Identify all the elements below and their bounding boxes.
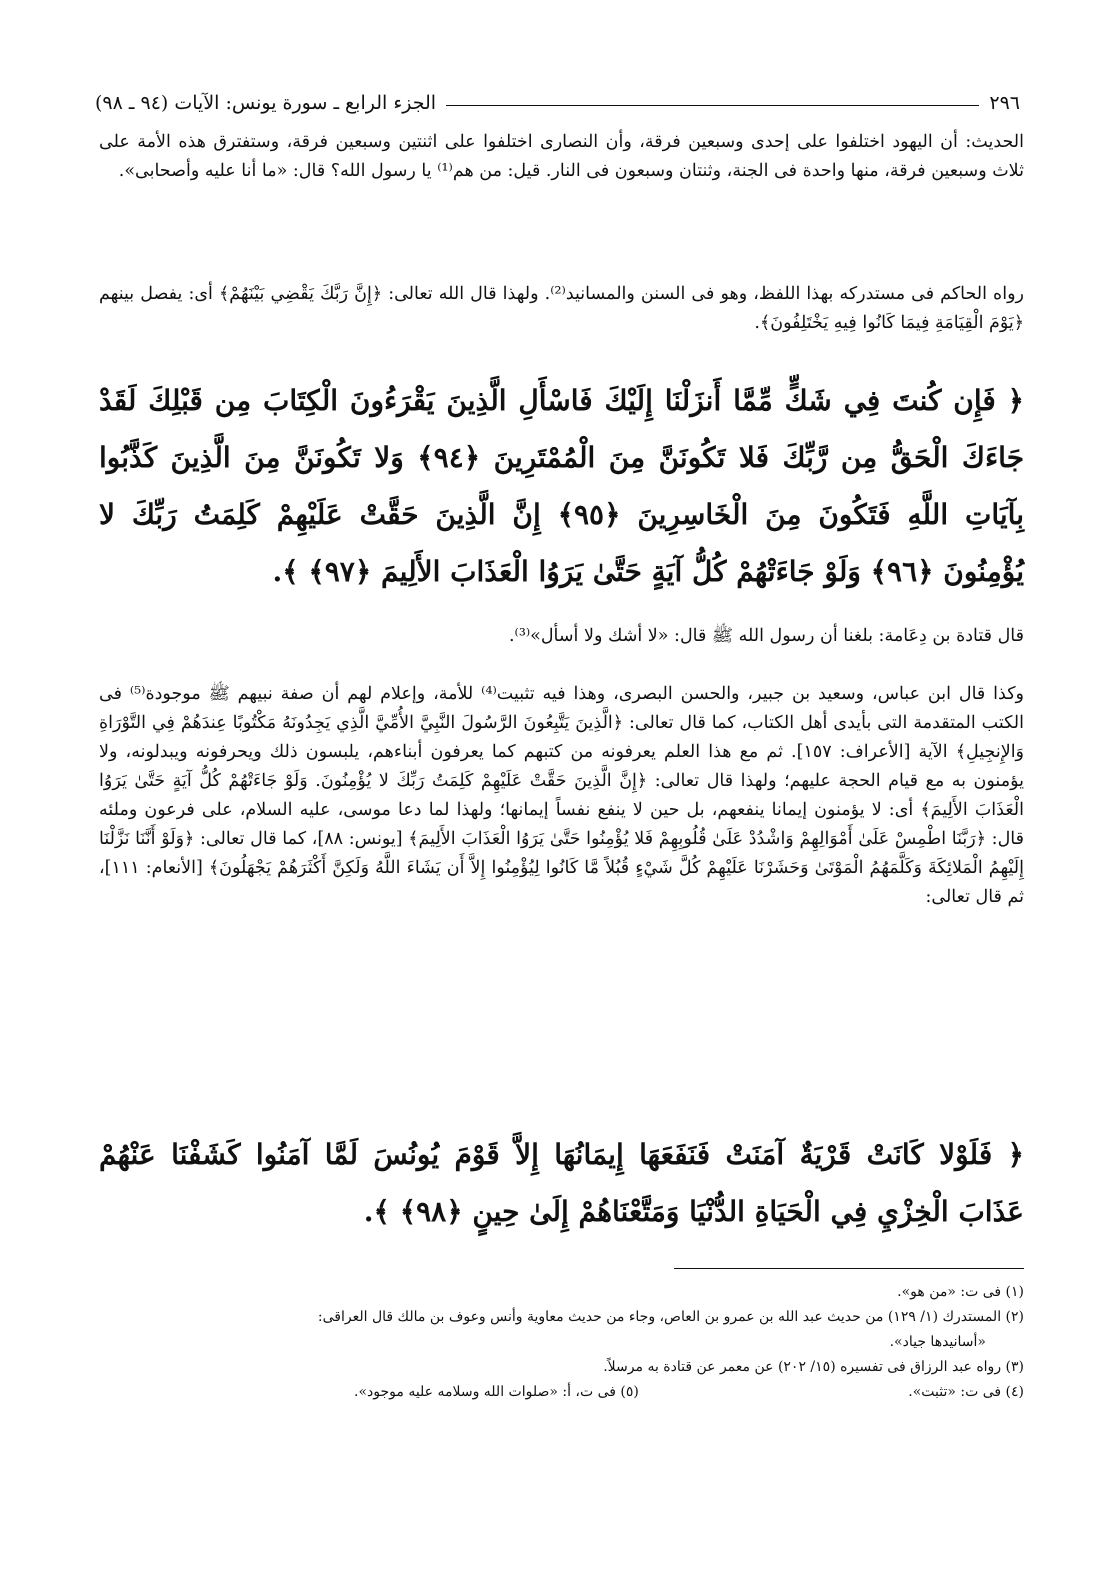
- footnote-rule: [674, 1268, 1024, 1269]
- quran-verses-94-97: ﴿ فَإِن كُنتَ فِي شَكٍّ مِّمَّا أَنزَلْنَا إِلَيْكَ فَاسْأَلِ الَّذِينَ يَقْرَءُونَ الْكِتَابَ مِن قَبْلِكَ لَقَدْ جَاءَكَ الْحَقُّ مِن رَّبِّكَ فَلا تَكُونَنَّ مِنَ الْمُمْتَرِينَ ﴿٩٤﴾ وَلا تَكُونَنَّ مِنَ الَّذِينَ كَذَّبُوا بِآيَاتِ اللَّهِ فَتَكُونَ مِنَ الْخَاسِرِينَ ﴿٩٥﴾ إِنَّ الَّذِينَ حَقَّتْ عَلَيْهِمْ كَلِمَتُ رَبِّكَ لا يُؤْمِنُونَ ﴿٩٦﴾ وَلَوْ جَاءَتْهُمْ كُلُّ آيَةٍ حَتَّىٰ يَرَوُا الْعَذَابَ الأَلِيمَ ﴿٩٧﴾ ﴾.: [99, 384, 1024, 588]
- paragraph-hadith: الحديث: أن اليهود اختلفوا على إحدى وسبعين فرقة، وأن النصارى اختلفوا على اثنتين وسبعين فرقة، وستفترق هذه الأمة على ثلاث وسبعين فرقة، منها واحدة فى الجنة، وثنتان وسبعون فى النار. قيل: من هم⁽¹⁾ يا رسول الله؟ قال: «ما أنا عليه وأصحابى».: [99, 132, 1024, 181]
- footnote-1: (١) فى ت: «من هو».: [897, 1284, 1024, 1300]
- page-number: ٢٩٦: [989, 92, 1020, 114]
- footnote-3: (٣) رواه عبد الرزاق فى تفسيره (١٥/ ٢٠٢) عن معمر عن قتادة به مرسلاً.: [603, 1359, 1024, 1375]
- running-title: الجزء الرابع ـ سورة يونس: الآيات (٩٤ ـ ٩٨): [95, 92, 437, 114]
- footnote-4: (٤) فى ت: «تثبت».: [908, 1384, 1024, 1400]
- header-rule: [446, 105, 979, 106]
- paragraph-qatada: قال قتادة بن دِعَامة: بلغنا أن رسول الله ﷺ قال: «لا أشك ولا أسأل»⁽³⁾.: [508, 626, 1024, 646]
- footnote-2-continued: «أسانيدها جياد».: [889, 1334, 986, 1350]
- quran-verse-98: ﴿ فَلَوْلا كَانَتْ قَرْيَةٌ آمَنَتْ فَنَفَعَهَا إِيمَانُهَا إِلاَّ قَوْمَ يُونُسَ لَمَّا آمَنُوا كَشَفْنَا عَنْهُمْ عَذَابَ الْخِزْيِ فِي الْحَيَاةِ الدُّنْيَا وَمَتَّعْنَاهُمْ إِلَىٰ حِينٍ ﴿٩٨﴾ ﴾.: [99, 1138, 1024, 1228]
- paragraph-hakim: رواه الحاكم فى مستدركه بهذا اللفظ، وهو فى السنن والمسانيد⁽²⁾. ولهذا قال الله تعالى: ﴿إِنَّ رَبَّكَ يَقْضِي بَيْنَهُمْ﴾ أى: يفصل بينهم ﴿يَوْمَ الْقِيَامَةِ فِيمَا كَانُوا فِيهِ يَخْتَلِفُونَ﴾.: [99, 284, 1024, 333]
- footnote-row-4-5: [99, 1380, 1024, 1405]
- page-header: [95, 88, 1020, 118]
- paragraph-ibn-abbas: وكذا قال ابن عباس، وسعيد بن جبير، والحسن البصرى، وهذا فيه تثبيت⁽⁴⁾ للأمة، وإعلام لهم أن صفة نبيهم ﷺ موجودة⁽⁵⁾ فى الكتب المتقدمة التى بأيدى أهل الكتاب، كما قال تعالى: ﴿الَّذِينَ يَتَّبِعُونَ الرَّسُولَ النَّبِيَّ الأُمِّيَّ الَّذِي يَجِدُونَهُ مَكْتُوبًا عِندَهُمْ فِي التَّوْرَاةِ وَالإِنجِيلِ﴾ الآية [الأعراف: ١٥٧]. ثم مع هذا العلم يعرفونه من كتبهم كما يعرفون أبناءهم، يلبسون ذلك ويحرفونه ويبدلونه، ولا يؤمنون به مع قيام الحجة عليهم؛ ولهذا قال تعالى: ﴿إِنَّ الَّذِينَ حَقَّتْ عَلَيْهِمْ كَلِمَتُ رَبِّكَ لا يُؤْمِنُونَ. وَلَوْ جَاءَتْهُمْ كُلُّ آيَةٍ حَتَّىٰ يَرَوُا الْعَذَابَ الأَلِيمَ﴾ أى: لا يؤمنون إيمانا ينفعهم، بل حين لا ينفع نفساً إيمانها؛ ولهذا لما دعا موسى، عليه السلام، على فرعون وملئه قال: ﴿رَبَّنَا اطْمِسْ عَلَىٰ أَمْوَالِهِمْ وَاشْدُدْ عَلَىٰ قُلُوبِهِمْ فَلا يُؤْمِنُوا حَتَّىٰ يَرَوُا الْعَذَابَ الأَلِيمَ﴾ [يونس: ٨٨]، كما قال تعالى: ﴿وَلَوْ أَنَّنَا نَزَّلْنَا إِلَيْهِمُ الْمَلائِكَةَ وَكَلَّمَهُمُ الْمَوْتَىٰ وَحَشَرْنَا عَلَيْهِمْ كُلَّ شَيْءٍ قُبُلاً مَّا كَانُوا لِيُؤْمِنُوا إِلاَّ أَن يَشَاءَ اللَّهُ وَلَكِنَّ أَكْثَرَهُمْ يَجْهَلُونَ﴾ [الأنعام: ١١١]، ثم قال تعالى:: [99, 684, 1025, 907]
- footnote-2: (٢) المستدرك (١/ ١٢٩) من حديث عبد الله بن عمرو بن العاص، وجاء من حديث معاوية وأنس وعوف بن مالك قال العراقى:: [317, 1309, 1024, 1325]
- footnote-5: (٥) فى ت، أ: «صلوات الله وسلامه عليه موجود».: [354, 1384, 639, 1400]
- footnotes: [99, 1280, 1024, 1405]
